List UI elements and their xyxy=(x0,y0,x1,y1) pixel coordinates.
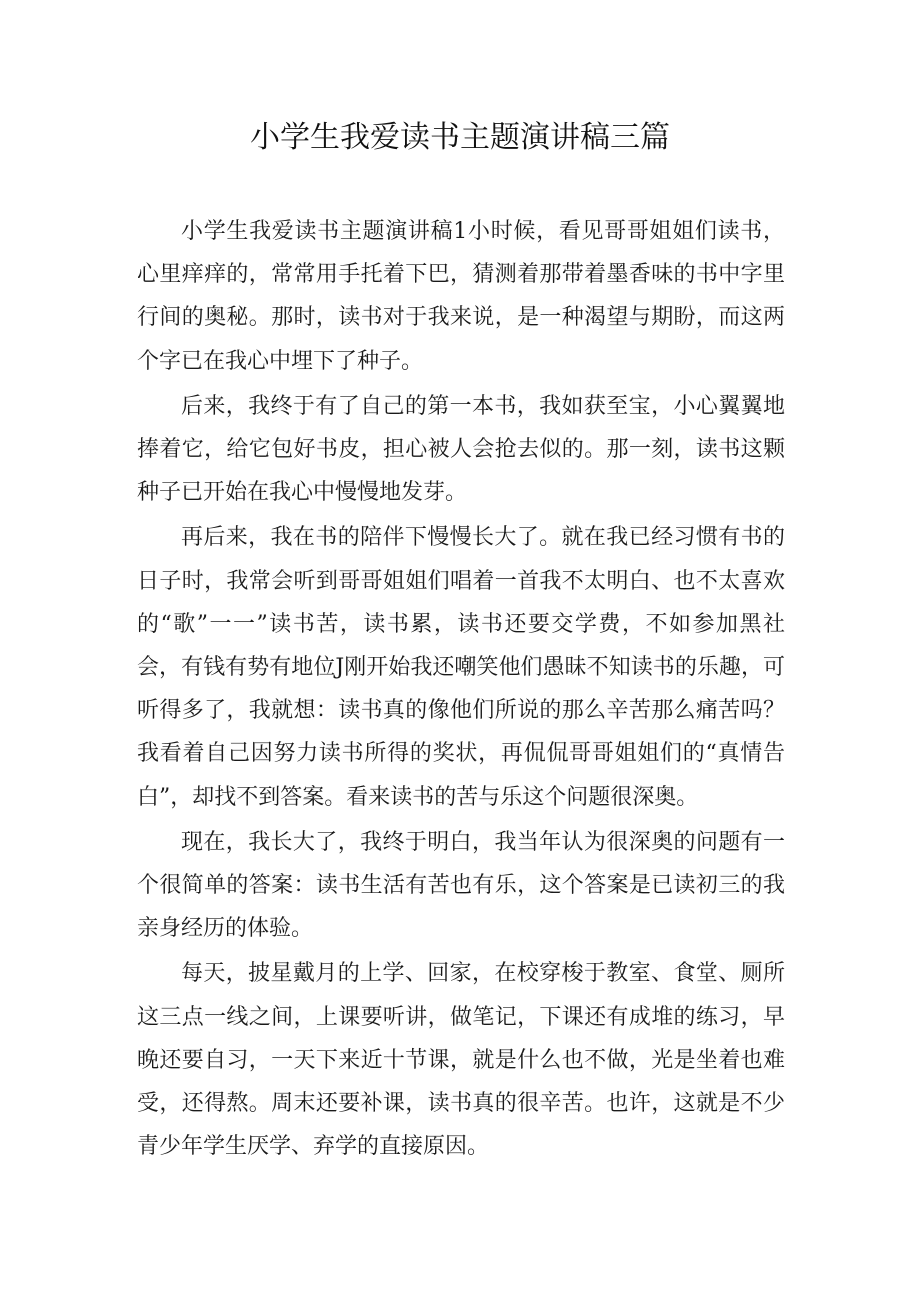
paragraph-5: 每天，披星戴月的上学、回家，在校穿梭于教室、食堂、厕所这三点一线之间，上课要听讲，做笔记，下课还有成堆的练习，早晚还要自习，一天下来近十节课，就是什么也不做，光是坐着也难受，还得熬。周末还要补课，读书真的很辛苦。也许，这就是不少青少年学生厌学、弃学的直接原因。 xyxy=(137,961,785,1160)
paragraph-2: 后来，我终于有了自己的第一本书，我如获至宝，小心翼翼地捧着它，给它包好书皮，担心被人会抢去似的。那一刻，读书这颗种子已开始在我心中慢慢地发芽。 xyxy=(137,393,785,506)
paragraph-4: 现在，我长大了，我终于明白，我当年认为很深奥的问题有一个很简单的答案：读书生活有苦也有乐，这个答案是已读初三的我亲身经历的体验。 xyxy=(137,829,785,942)
paragraph-3: 再后来，我在书的陪伴下慢慢长大了。就在我已经习惯有书的日子时，我常会听到哥哥姐姐们唱着一首我不太明白、也不太喜欢的“歌”一一”读书苦，读书累，读书还要交学费，不如参加黑社会，有钱有势有地位J刚开始我还嘲笑他们愚昧不知读书的乐趣，可听得多了，我就想：读书真的像他们所说的那么辛苦那么痛苦吗？我看着自己因努力读书所得的奖状，再侃侃哥哥姐姐们的“真情告白”，却找不到答案。看来读书的苦与乐这个问题很深奥。 xyxy=(137,525,785,810)
paragraph-1: 小学生我爱读书主题演讲稿1小时候，看见哥哥姐姐们读书，心里痒痒的，常常用手托着下巴，猜测着那带着墨香味的书中字里行间的奥秘。那时，读书对于我来说，是一种渴望与期盼，而这两个字已在我心中埋下了种子。 xyxy=(137,219,785,374)
document-body xyxy=(137,210,785,1170)
document-title: 小学生我爱读书主题演讲稿三篇 xyxy=(250,120,670,155)
